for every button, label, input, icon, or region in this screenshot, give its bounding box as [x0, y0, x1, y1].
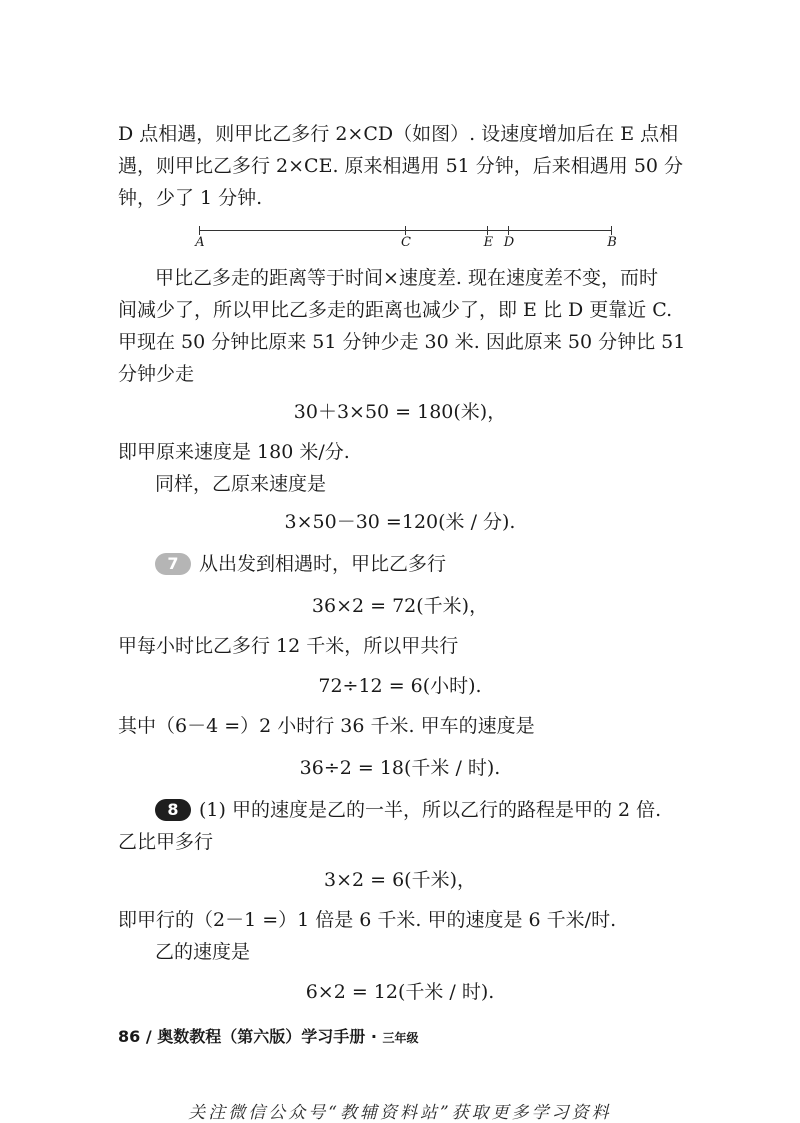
equation-2: 3×50－30 =120(米 / 分).	[284, 511, 516, 533]
text-line-1: D 点相遇，则甲比乙多行 2×CD（如图）. 设速度增加后在 E 点相	[118, 123, 679, 145]
point-label-b: B	[607, 235, 617, 250]
equation-7: 6×2 = 12(千米 / 时).	[305, 981, 495, 1003]
text-line-13: 即甲行的（2－1 =）1 倍是 6 千米. 甲的速度是 6 千米/时.	[118, 909, 617, 931]
point-label-a: A	[195, 235, 205, 250]
equation-4: 72÷12 = 6(小时).	[318, 675, 482, 697]
question-8-intro	[155, 798, 661, 822]
point-label-d: D	[503, 235, 515, 250]
point-label-e: E	[483, 235, 494, 250]
question-8-text: (1) 甲的速度是乙的一半，所以乙行的路程是甲的 2 倍.	[199, 799, 662, 821]
point-label-c: C	[401, 235, 411, 250]
text-line-3: 钟，少了 1 分钟.	[118, 187, 263, 209]
text-line-10: 甲每小时比乙多行 12 千米，所以甲共行	[118, 635, 459, 657]
equation-1: 30＋3×50 = 180(米)，	[293, 401, 507, 423]
point-tick-b	[611, 226, 612, 235]
text-line-14: 乙的速度是	[155, 941, 251, 963]
text-line-5: 间减少了，所以甲比乙多走的距离也减少了，即 E 比 D 更靠近 C.	[118, 299, 673, 321]
segment-figure	[195, 222, 615, 252]
question-7-badge: 7	[155, 553, 191, 575]
text-line-2: 遇，则甲比乙多行 2×CE. 原来相遇用 51 分钟，后来相遇用 50 分	[118, 155, 684, 177]
question-7-text: 从出发到相遇时，甲比乙多行	[199, 553, 447, 575]
watermark-text: 关注微信公众号“教辅资料站”获取更多学习资料	[188, 1103, 612, 1123]
question-7-intro	[155, 552, 446, 576]
point-tick-c	[405, 226, 406, 235]
page-footer	[118, 1024, 419, 1047]
point-tick-a	[199, 226, 200, 235]
text-line-8: 即甲原来速度是 180 米/分.	[118, 441, 350, 463]
footer-grade: 三年级	[382, 1031, 419, 1045]
equation-6: 3×2 = 6(千米)，	[323, 869, 476, 891]
footer-separator: ·	[370, 1027, 377, 1046]
text-line-7: 分钟少走	[118, 363, 195, 385]
text-line-4: 甲比乙多走的距离等于时间×速度差. 现在速度差不变，而时	[155, 267, 659, 289]
text-line-9: 同样，乙原来速度是	[155, 473, 327, 495]
point-tick-d	[508, 226, 509, 235]
text-line-6: 甲现在 50 分钟比原来 51 分钟少走 30 米. 因此原来 50 分钟比 51	[118, 331, 686, 353]
point-tick-e	[487, 226, 488, 235]
equation-3: 36×2 = 72(千米)，	[311, 595, 489, 617]
equation-5: 36÷2 = 18(千米 / 时).	[299, 757, 501, 779]
footer-title: 86 / 奥数教程（第六版）学习手册	[118, 1027, 366, 1046]
text-line-12: 乙比甲多行	[118, 831, 214, 853]
text-line-11: 其中（6－4 =）2 小时行 36 千米. 甲车的速度是	[118, 715, 535, 737]
question-8-badge: 8	[155, 799, 191, 821]
